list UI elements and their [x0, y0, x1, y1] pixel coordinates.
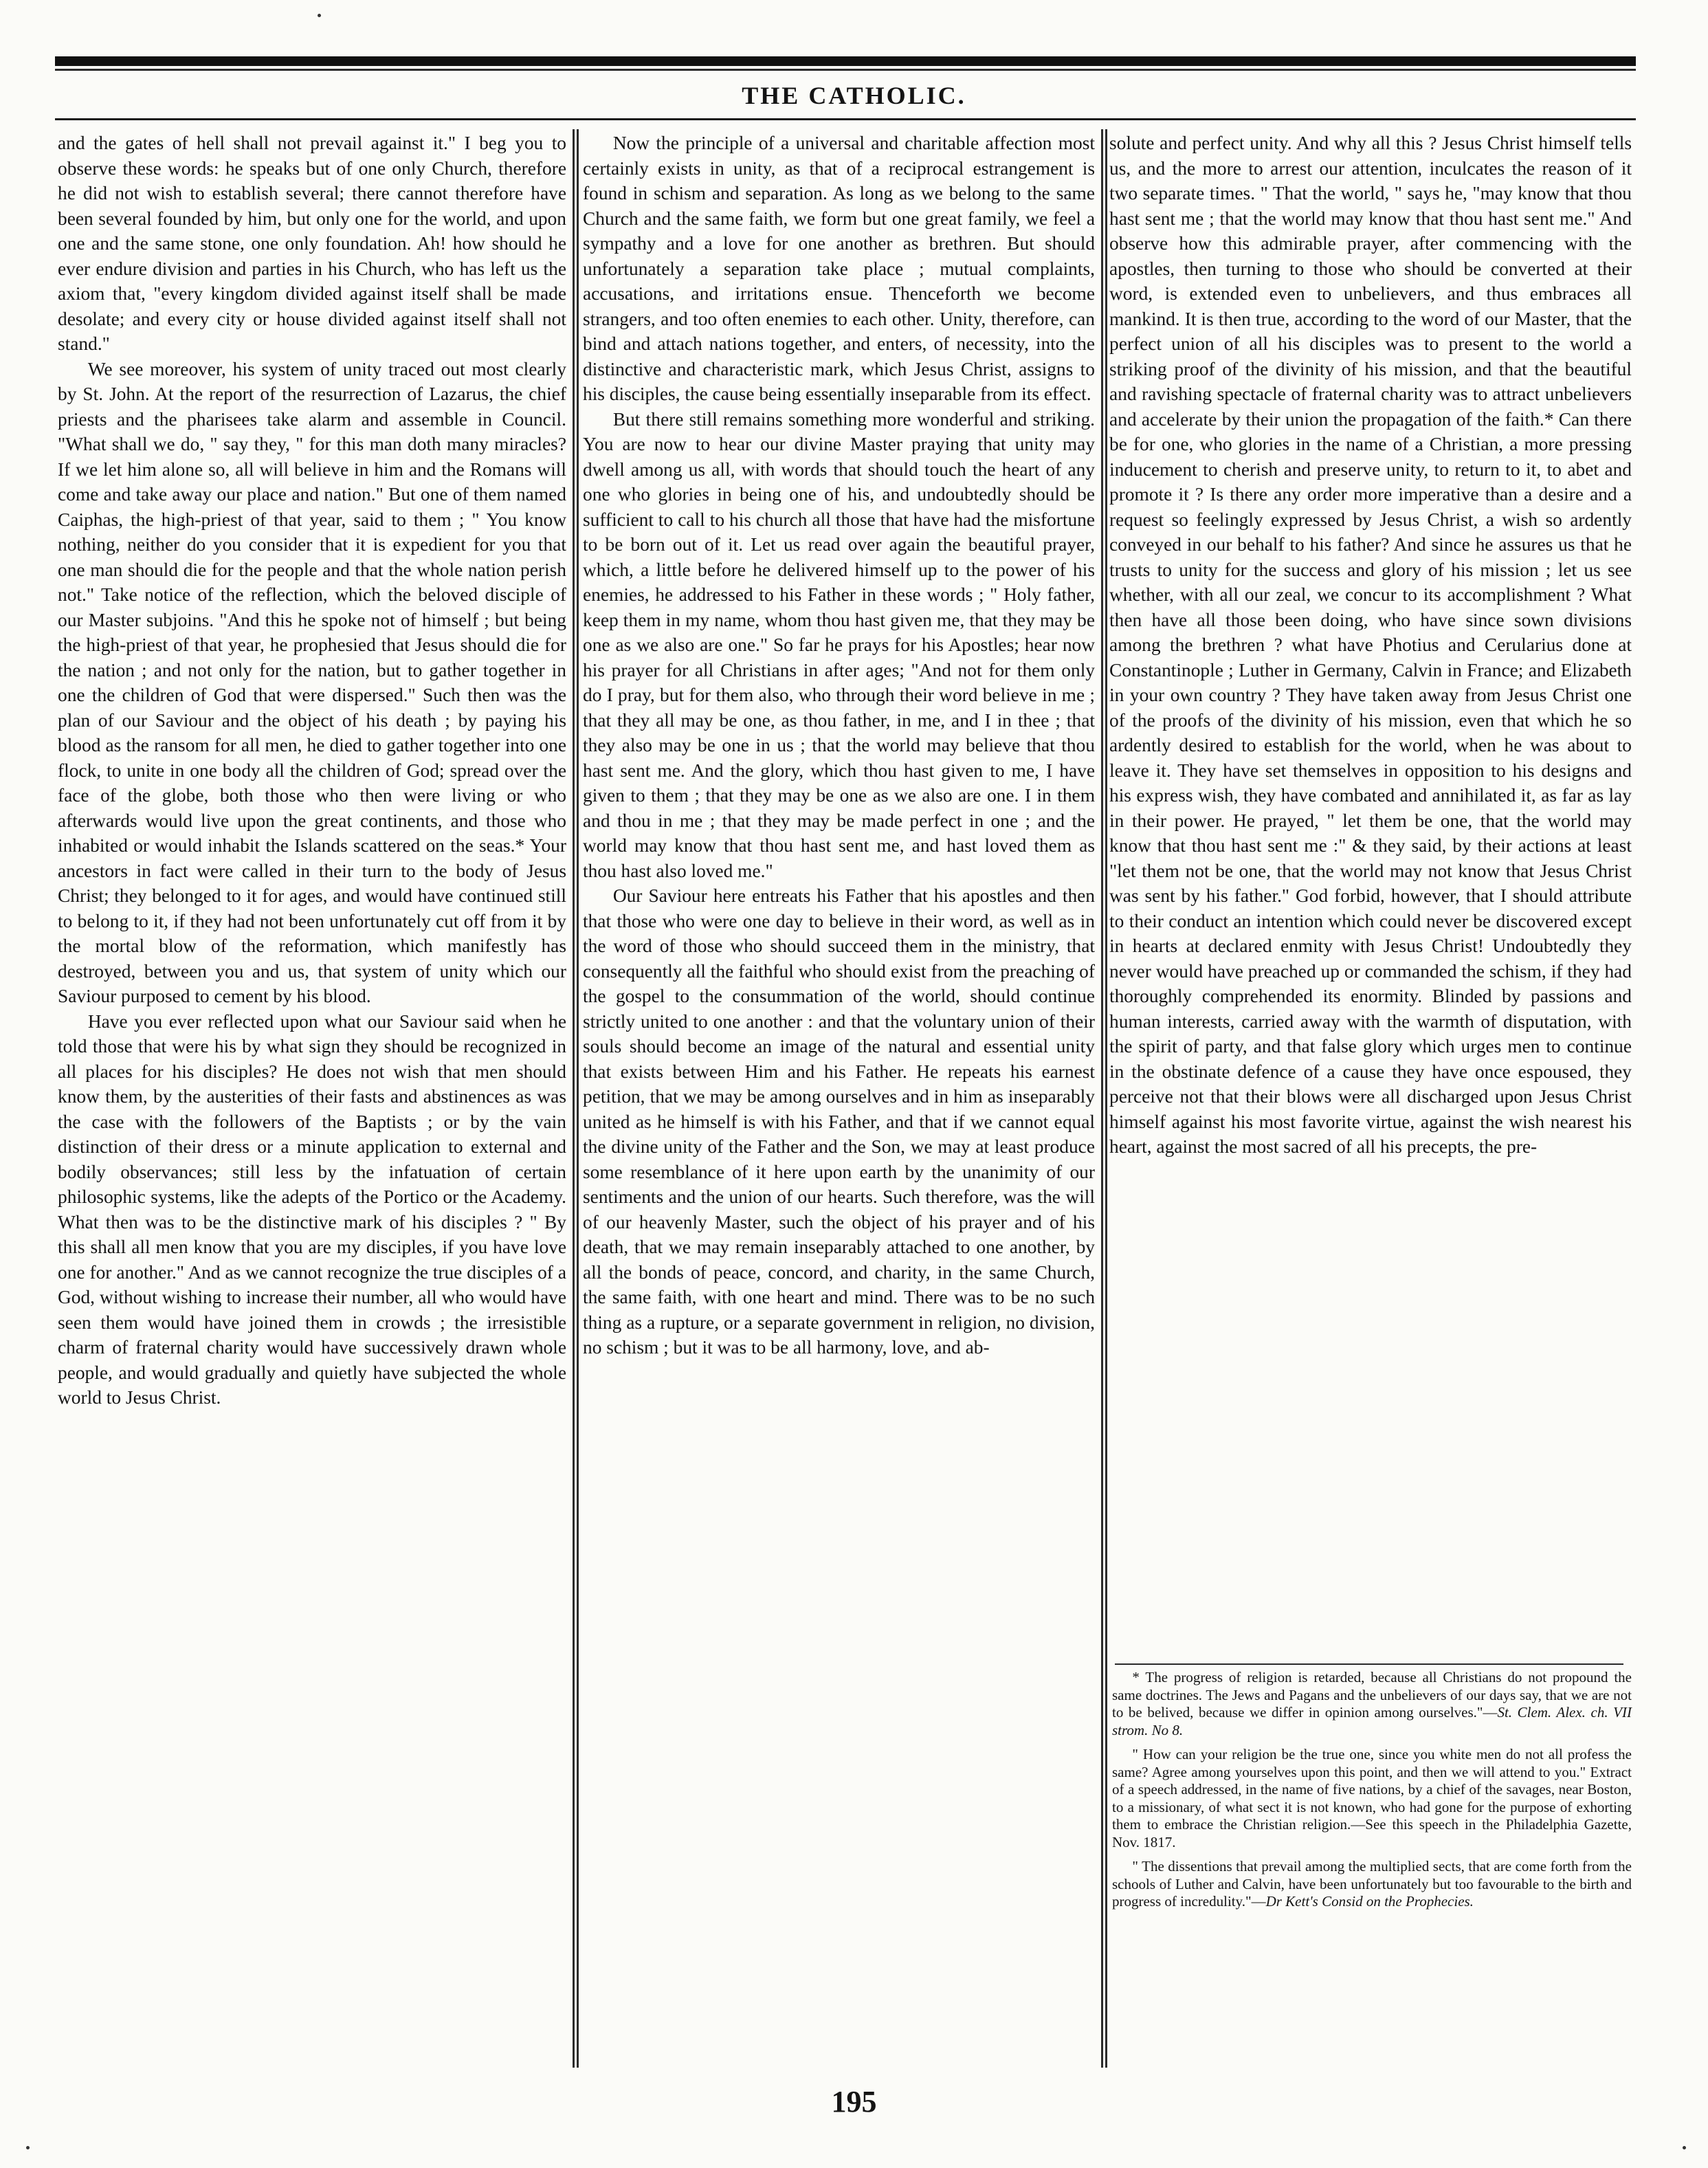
- page-number: 195: [831, 2085, 877, 2119]
- paragraph: Now the principle of a universal and charitable affection most certainly exists in unity, as that of a reciprocal estrangement is found in schism and separation. As long as we belong to the same Church and the same faith, we form but one great family, we feel a sympathy and a love for one another as brethren. But should unfortunately a separation take place ; mutual complaints, accusations, and irritations ensue. Thenceforth we become strangers, and too often enemies to each other. Unity, therefore, can bind and attach nations together, and enters, of necessity, into the distinctive and characteristic mark, which Jesus Christ, assigns to his disciples, the cause being essentially inseparable from its effect.: [583, 133, 1095, 404]
- footnote: [1112, 1858, 1632, 1911]
- footnote-rule: [1115, 1663, 1623, 1665]
- top-heavy-rule: [55, 56, 1636, 66]
- footnote: [1112, 1669, 1632, 1739]
- print-speck: [318, 14, 321, 17]
- footnote-citation: St. Clem. Alex. ch. VII strom. No 8.: [1112, 1704, 1632, 1738]
- footnote-text: " How can your religion be the true one, since you white men do not all profess the same? Agree among yourselves upon this point, and then we will attend to you." Extract of a speech addressed, in the name of five nations, by a chief of the savages, near Boston, to a missionary, of what sect it is not known, who had gone for the purpose of exhorting them to embrace the Christian religion.—See this speech in the Philadelphia Gazette, Nov. 1817.: [1112, 1746, 1632, 1850]
- paragraph: and the gates of hell shall not prevail against it." I beg you to observe these words: he speaks but of one only Church, therefore he did not wish to establish several; there cannot therefore have been several founded by him, but only one for the world, and upon one and the same stone, one only foundation. Ah! how should he ever endure division and parties in his Church, who has left us the axiom that, "every kingdom divided against itself shall be made desolate; and every city or house divided against itself shall not stand.": [58, 133, 566, 354]
- paragraph: We see moreover, his system of unity traced out most clearly by St. John. At the report of the resurrection of Lazarus, the chief priests and the pharisees take alarm and assemble in Council. "What shall we do, " say they, " for this man doth many miracles? If we let him alone so, all will believe in him and the Romans will come and take away our place and nation." But one of them named Caiphas, the high-priest of that year, said to them ; " You know nothing, neither do you consider that it is expedient for you that one man should die for the people and that the whole nation perish not." Take notice of the reflection, which the beloved disciple of our Master subjoins. "And this he spoke not of himself ; but being the high-priest of that year, he prophesied that Jesus should die for the nation ; and not only for the nation, but to gather together in one the children of God that were dispersed." Such then was the plan of our Saviour and the object of his death ; by paying his blood as the ransom for all men, he died to gather together into one flock, to unite in one body all the children of God; spread over the face of the globe, both those who then were living or who afterwards would live upon the great continents, and those who inhabited or would inhabit the Islands scattered on the seas.* Your ancestors in fact were called in their turn to the body of Jesus Christ; they belonged to it for ages, and would have continued still to belong to it, if they had not been unfortunately cut off from it by the mortal blow of the reformation, which manifestly has destroyed, between you and us, that system of unity which our Saviour purposed to cement by his blood.: [58, 358, 566, 1006]
- column-divider-left-2: [577, 129, 579, 2068]
- top-thin-rule: [55, 69, 1636, 71]
- footnote-text: " The dissentions that prevail among the multiplied sects, that are come forth from the schools of Luther and Calvin, have been unfortunately but too favourable to the birth and progress of incredulity."—: [1112, 1858, 1632, 1910]
- column-divider-right-1: [1101, 129, 1103, 2068]
- text-column-3: [1109, 131, 1632, 1160]
- paragraph: But there still remains something more wonderful and striking. You are now to hear our divine Master praying that unity may dwell among us all, with words that should touch the heart of any one who glories in being one of his, and undoubtedly should be sufficient to call to his church all those that have had the misfortune to be born out of it. Let us read over again the beautiful prayer, which, a little before he delivered himself up to the power of his enemies, he addressed to his Father in these words ; " Holy father, keep them in my name, whom thou hast given me, that they may be one as we also are one." So far he prays for his Apostles; hear now his prayer for all Christians in after ages; "And not for them only do I pray, but for them also, who through their word believe in me ; that they all may be one, as thou father, in me, and I in thee ; that they also may be one in us ; that the world may believe that thou hast sent me. And the glory, which thou hast given to me, I have given to them ; that they may be one as we also are one. I in them and thou in me ; that they may be made perfect in one ; and the world may know that thou hast sent me, and hast loved them as thou hast also loved me.": [583, 408, 1095, 881]
- footnote-citation: Dr Kett's Consid on the Prophecies.: [1265, 1893, 1474, 1910]
- print-speck: [26, 2146, 30, 2149]
- text-column-2: [583, 131, 1095, 1360]
- paragraph: solute and perfect unity. And why all this ? Jesus Christ himself tells us, and the more to arrest our attention, inculcates the reason of it two separate times. " That the world, " says he, "may know that thou hast sent me ; that the world may know that thou hast sent me." And observe how this admirable prayer, after commencing with the apostles, then turning to those who should be converted at their word, is extended even to unbelievers, and thus embraces all mankind. It is then true, according to the word of our Master, that the perfect union of all his disciples was to present to the world a striking proof of the divinity of his mission, and that the beautiful and ravishing spectacle of fraternal charity was to attract unbelievers and accelerate by their union the propagation of the faith.* Can there be for one, who glories in the name of a Christian, a more pressing inducement to cherish and preserve unity, to return to it, to abet and promote it ? Is there any order more imperative than a desire and a request so feelingly expressed by Jesus Christ, a wish so ardently conveyed in our behalf to his father? And since he assures us that he trusts to unity for the success and glory of his mission ; let us see whether, with all our zeal, we concur to its accomplishment ? What then have all those been doing, who have since sown divisions among the brethren ? what have Photius and Cerularius done at Constantinople ; Luther in Germany, Calvin in France; and Elizabeth in your own country ? They have taken away from Jesus Christ one of the proofs of the divinity of his mission, even that which he so ardently desired to establish for the world, when he was about to leave it. They have set themselves in opposition to his designs and his express wish, they have combated and annihilated it, as far as lay in their power. He prayed, " let them be one, that the world may know that thou hast sent me :" & they said, by their actions at least "let them not be one, that the world may not know that Jesus Christ was sent by his father." God forbid, however, that I should attribute to their conduct an intention which could never be discovered except in hearts at declared enmity with Jesus Christ! Undoubtedly they never would have preached up or commanded the schism, if they had thoroughly comprehended its enormity. Blinded by passions and human interests, carried away with the warmth of disputation, with the spirit of party, and that false glory which urges men to continue in the obstinate defence of a cause they have once espoused, they perceive not that their blows were all discharged upon Jesus Christ himself against his most favorite virtue, against the wish nearest his heart, against the most sacred of all his precepts, the pre-: [1109, 133, 1632, 1157]
- paragraph: Have you ever reflected upon what our Saviour said when he told those that were his by what sign they should be recognized in all places for his disciples? He does not wish that men should know them, by the austerities of their fasts and abstinences as was the case with the followers of the Baptists ; or by the vain distinction of their dress or a minute application to external and bodily observances; still less by the infatuation of certain philosophic systems, like the adepts of the Portico or the Academy. What then was to be the distinctive mark of his disciples ? " By this shall all men know that you are my disciples, if you have love one for another." And as we cannot recognize the true disciples of a God, without wishing to increase their number, all who would have seen them would have joined them in crowds ; the irresistible charm of fraternal charity would have successively drawn whole people, and would gradually and quietly have subjected the whole world to Jesus Christ.: [58, 1010, 566, 1408]
- text-column-1: [58, 131, 566, 1411]
- column-divider-left-1: [573, 129, 575, 2068]
- column-divider-right-2: [1105, 129, 1107, 2068]
- footnotes: [1112, 1669, 1632, 1918]
- running-title: THE CATHOLIC.: [742, 82, 966, 109]
- paragraph: Our Saviour here entreats his Father that his apostles and then that those who were one day to believe in their word, as well as in the word of those who should succeed them in the ministry, that consequently all the faithful who should exist from the preaching of the gospel to the consummation of the world, should continue strictly united to one another : and that the voluntary union of their souls should become an image of the natural and essential unity that exists between Him and his Father. He repeats his earnest petition, that we may be among ourselves and in him as inseparably united as he himself is with his Father, and that if we cannot equal the divine unity of the Father and the Son, we may at least produce some resemblance of it here upon earth by the unanimity of our sentiments and the union of our hearts. Such therefore, was the will of our heavenly Master, such the object of his prayer and of his death, that we may remain inseparably attached to one another, by all the bonds of peace, concord, and charity, in the same Church, the same faith, with one heart and mind. There was to be no such thing as a rupture, or a separate government in religion, no division, no schism ; but it was to be all harmony, love, and ab-: [583, 885, 1095, 1358]
- header-rule: [55, 118, 1636, 120]
- print-speck: [1683, 2146, 1686, 2149]
- footnote-text: * The progress of religion is retarded, because all Christians do not propound the same doctrines. The Jews and Pagans and the unbelievers of our days say, that we are not to be belived, because we differ in opinion among ourselves."—: [1112, 1669, 1632, 1721]
- footnote: [1112, 1746, 1632, 1851]
